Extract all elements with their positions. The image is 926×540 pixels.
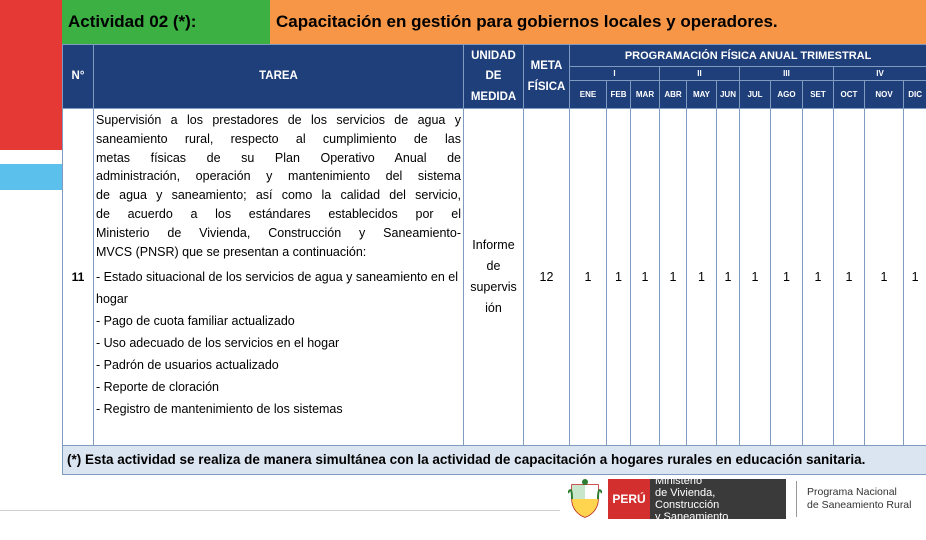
header-quarter: IV — [834, 67, 926, 81]
month-value: 1 — [803, 109, 834, 446]
footer-logos — [568, 474, 911, 524]
unit-line: Informe — [472, 238, 515, 252]
header-month: FEB — [607, 81, 631, 109]
peru-logo: PERÚ — [608, 479, 650, 519]
task-line: metas físicas de su Plan Operativo Anual de — [96, 150, 461, 165]
header-month: JUN — [717, 81, 740, 109]
task-bullet: - Estado situacional de los servicios de agua y saneamiento en el hogar — [96, 270, 459, 307]
unit-line: supervis — [470, 280, 517, 294]
unit-line: de — [486, 259, 501, 273]
activity-label: Actividad 02 (*): — [62, 0, 270, 44]
task-line: Supervisión a los prestadores de los servicios de agua y — [96, 113, 461, 127]
ministry-logo — [650, 475, 786, 523]
logo-separator — [796, 481, 797, 517]
header-program: PROGRAMACIÓN FÍSICA ANUAL TRIMESTRAL — [570, 45, 926, 67]
header-month: MAR — [631, 81, 660, 109]
header-quarter: II — [660, 67, 740, 81]
row-number: 11 — [63, 109, 94, 446]
activity-title-bar — [62, 0, 926, 44]
footnote: (*) Esta actividad se realiza de manera simultánea con la actividad de capacitación a hogares rurales en educación sanitaria. — [63, 446, 926, 475]
unit-line: ión — [485, 301, 502, 315]
month-value: 1 — [740, 109, 771, 446]
month-value: 1 — [687, 109, 717, 446]
task-bullets — [96, 266, 461, 420]
task-bullet: - Uso adecuado de los servicios en el hogar — [96, 336, 340, 351]
task-line: saneamiento rural, respecto al cumplimiento de las — [96, 131, 461, 146]
month-value: 1 — [834, 109, 865, 446]
header-month: DIC — [904, 81, 926, 109]
accent-red-bar — [0, 0, 62, 150]
ministry-line: Ministerio — [655, 475, 703, 487]
program-line: de Saneamiento Rural — [807, 499, 912, 511]
month-value: 1 — [771, 109, 803, 446]
header-quarter: I — [570, 67, 660, 81]
month-value: 1 — [904, 109, 926, 446]
month-value: 1 — [570, 109, 607, 446]
task-description — [94, 109, 464, 446]
task-bullet: - Padrón de usuarios actualizado — [96, 358, 279, 373]
month-value: 1 — [660, 109, 687, 446]
header-month: NOV — [865, 81, 904, 109]
header-task: TAREA — [94, 45, 464, 109]
task-bullet: - Pago de cuota familiar actualizado — [96, 314, 295, 329]
header-unit: UNIDAD DE MEDIDA — [464, 45, 524, 109]
month-value: 1 — [865, 109, 904, 446]
task-line: de acuerdo a los estándares establecidos por el — [96, 206, 461, 221]
ministry-line: de Vivienda, Construcción — [655, 487, 720, 511]
task-line: administración, operación y mantenimiento del sistema — [96, 169, 461, 184]
ministry-line: y Saneamiento — [655, 511, 729, 523]
programming-table — [62, 44, 926, 475]
header-month: MAY — [687, 81, 717, 109]
task-bullet: - Reporte de cloración — [96, 380, 219, 395]
month-value: 1 — [717, 109, 740, 446]
header-month: AGO — [771, 81, 803, 109]
header-month: OCT — [834, 81, 865, 109]
unit-of-measure — [464, 109, 524, 446]
header-quarter: III — [740, 67, 834, 81]
header-meta: META FÍSICA — [524, 45, 570, 109]
program-logo — [807, 486, 911, 512]
program-line: Programa Nacional — [807, 486, 897, 498]
header-month: ENE — [570, 81, 607, 109]
peru-coat-of-arms-icon — [568, 479, 602, 519]
task-line: de agua y saneamiento; así como la calidad del servicio, — [96, 188, 461, 203]
task-line: Ministerio de Vivienda, Construcción y Saneamiento- — [96, 225, 461, 240]
task-bullet: - Registro de mantenimiento de los sistemas — [96, 402, 343, 417]
activity-title: Capacitación en gestión para gobiernos locales y operadores. — [270, 0, 926, 44]
header-month: SET — [803, 81, 834, 109]
header-month: JUL — [740, 81, 771, 109]
bottom-divider — [0, 510, 560, 511]
header-month: ABR — [660, 81, 687, 109]
month-value: 1 — [607, 109, 631, 446]
header-num: N° — [63, 45, 94, 109]
month-value: 1 — [631, 109, 660, 446]
task-line: MVCS (PNSR) que se presentan a continuación: — [96, 244, 367, 259]
accent-blue-bar — [0, 164, 62, 190]
meta-value: 12 — [524, 109, 570, 446]
